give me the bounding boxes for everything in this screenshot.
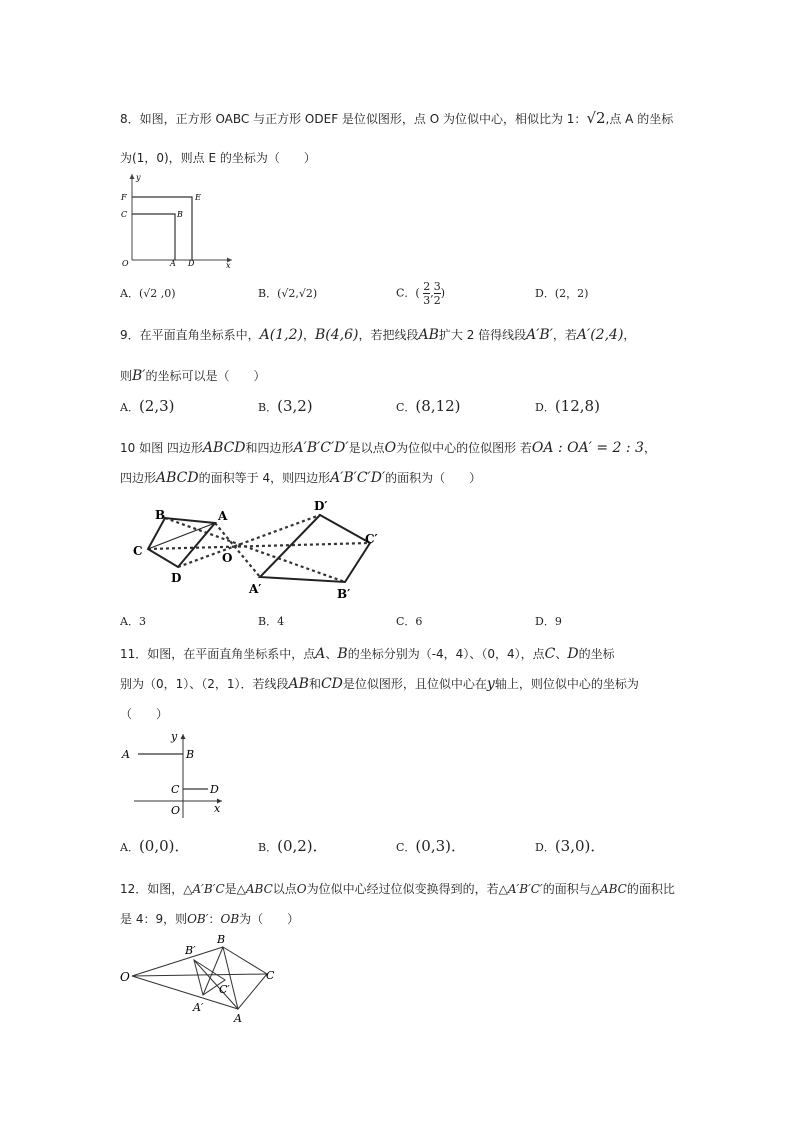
q10-line2: 四边形ABCD的面积等于 4，则四边形A′B′C′D′的面积为（ ） bbox=[120, 470, 482, 486]
q12-line1: 12．如图，△A′B′C是△ABC以点O为位似中心经过位似变换得到的，若△A′B′C′的面积与△ABC的面积比 bbox=[120, 882, 675, 896]
q11-label-c: C bbox=[171, 783, 180, 796]
q10-label-c: C bbox=[133, 544, 143, 558]
q10-ray-a bbox=[215, 523, 260, 577]
q10-quad-abcd bbox=[148, 518, 215, 567]
q9-option-c: C．(8,12) bbox=[396, 397, 461, 415]
q12-label-c: C bbox=[266, 969, 275, 982]
q11-label-b: B bbox=[186, 748, 195, 761]
q11-option-c: C．(0,3)． bbox=[396, 837, 466, 855]
q11-option-a: A．(0,0)． bbox=[120, 837, 190, 855]
q8-label-f: F bbox=[121, 193, 127, 202]
q8-label-y: y bbox=[136, 173, 141, 182]
q8-option-b: B．(√2,√2) bbox=[258, 287, 318, 300]
q10-option-d: D．9 bbox=[535, 615, 562, 628]
q8-square-odef bbox=[132, 197, 192, 260]
q11-option-d: D．(3,0)． bbox=[535, 837, 606, 855]
q10-option-a: A．3 bbox=[120, 615, 146, 628]
q10-ray-c bbox=[148, 543, 370, 549]
q10-label-b: B bbox=[155, 508, 166, 522]
q10-quad-abcd-prime bbox=[260, 515, 370, 582]
q8-line2: 为(1，0)，则点 E 的坐标为（ ） bbox=[120, 151, 316, 165]
q10-label-a: A bbox=[218, 509, 228, 523]
q12-figure bbox=[115, 928, 285, 1026]
q11-label-d: D bbox=[210, 783, 219, 796]
q9-option-a: A．(2,3) bbox=[120, 397, 175, 415]
q11-option-b: B．(0,2)． bbox=[258, 837, 328, 855]
q8-option-d: D．(2，2) bbox=[535, 287, 589, 300]
q8-text-a: 8．如图，正方形 OABC 与正方形 ODEF 是位似图形，点 O 为位似中心，相似比为 1： bbox=[120, 112, 587, 126]
q12-label-o: O bbox=[120, 970, 130, 984]
q10-line1: 10 如图 四边形ABCD和四边形A′B′C′D′是以点O为位似中心的位似图形 若OA : OA′ = 2 : 3， bbox=[120, 440, 656, 456]
q8-label-a: A bbox=[170, 259, 176, 268]
q8-text-b: ,点 A 的坐标 bbox=[605, 112, 674, 126]
q11-label-y: y bbox=[171, 730, 178, 743]
q9-line2: 则B′的坐标可以是（ ） bbox=[120, 368, 266, 384]
q9-option-b: B．(3,2) bbox=[258, 397, 313, 415]
q9-line1: 9．在平面直角坐标系中，A(1,2)，B(4,6)，若把线段AB扩大 2 倍得线段A′B′，若A′(2,4)， bbox=[120, 327, 636, 343]
q10-label-o: O bbox=[222, 551, 233, 565]
q10-option-b: B．4 bbox=[258, 615, 285, 628]
q11-label-x: x bbox=[214, 802, 221, 815]
q10-figure bbox=[125, 495, 390, 605]
q12-label-a-prime: A′ bbox=[193, 1001, 204, 1014]
q10-option-c: C．6 bbox=[396, 615, 423, 628]
q12-line2: 是 4：9，则OB′：OB为（ ） bbox=[120, 912, 300, 926]
q10-label-d-prime: D′ bbox=[314, 499, 328, 513]
q10-label-a-prime: A′ bbox=[249, 582, 262, 596]
q8-figure bbox=[116, 170, 236, 270]
q12-ray-oc bbox=[132, 974, 267, 976]
q10-label-b-prime: B′ bbox=[337, 587, 351, 601]
q11-label-o: O bbox=[171, 804, 181, 817]
q12-ray-ob bbox=[132, 947, 223, 976]
q11-y-arrow bbox=[181, 734, 186, 739]
q8-label-o: O bbox=[122, 259, 129, 268]
q11-line2: 别为（0，1）、（2，1）．若线段AB和CD是位似图形，且位似中心在y轴上，则位似中心的坐标为 bbox=[120, 676, 639, 692]
q8-line1 bbox=[120, 110, 673, 127]
q8-label-c: C bbox=[121, 210, 128, 219]
q12-label-b-prime: B′ bbox=[185, 944, 196, 957]
q10-label-c-prime: C′ bbox=[365, 532, 378, 546]
q9-option-d: D．(12,8) bbox=[535, 397, 600, 415]
q12-lines bbox=[132, 947, 267, 1009]
q10-label-d: D bbox=[171, 571, 182, 585]
q8-label-e: E bbox=[195, 193, 201, 202]
q12-label-b: B bbox=[217, 933, 226, 946]
q8-ratio-sqrt: √2 bbox=[586, 109, 606, 127]
q8-label-b: B bbox=[177, 210, 183, 219]
q11-label-a: A bbox=[122, 748, 130, 761]
q8-square-oabc bbox=[132, 214, 175, 260]
q8-option-c: C．( $\frac{2}{3}$ , $\frac{3}{2}$ ) bbox=[396, 280, 446, 307]
q11-line1: 11．如图，在平面直角坐标系中，点A、B的坐标分别为（-4，4）、（0，4），点C、D的坐标 bbox=[120, 646, 615, 662]
q12-label-a: A bbox=[234, 1012, 242, 1025]
q8-option-a: A．(√2 ,0) bbox=[120, 287, 176, 300]
q8-label-d: D bbox=[188, 259, 195, 268]
q12-label-c-prime: C′ bbox=[219, 983, 230, 996]
q11-line3: （ ） bbox=[120, 707, 169, 721]
q11-figure bbox=[118, 728, 230, 820]
q8-y-arrow bbox=[130, 174, 135, 179]
q8-label-x: x bbox=[226, 261, 231, 270]
